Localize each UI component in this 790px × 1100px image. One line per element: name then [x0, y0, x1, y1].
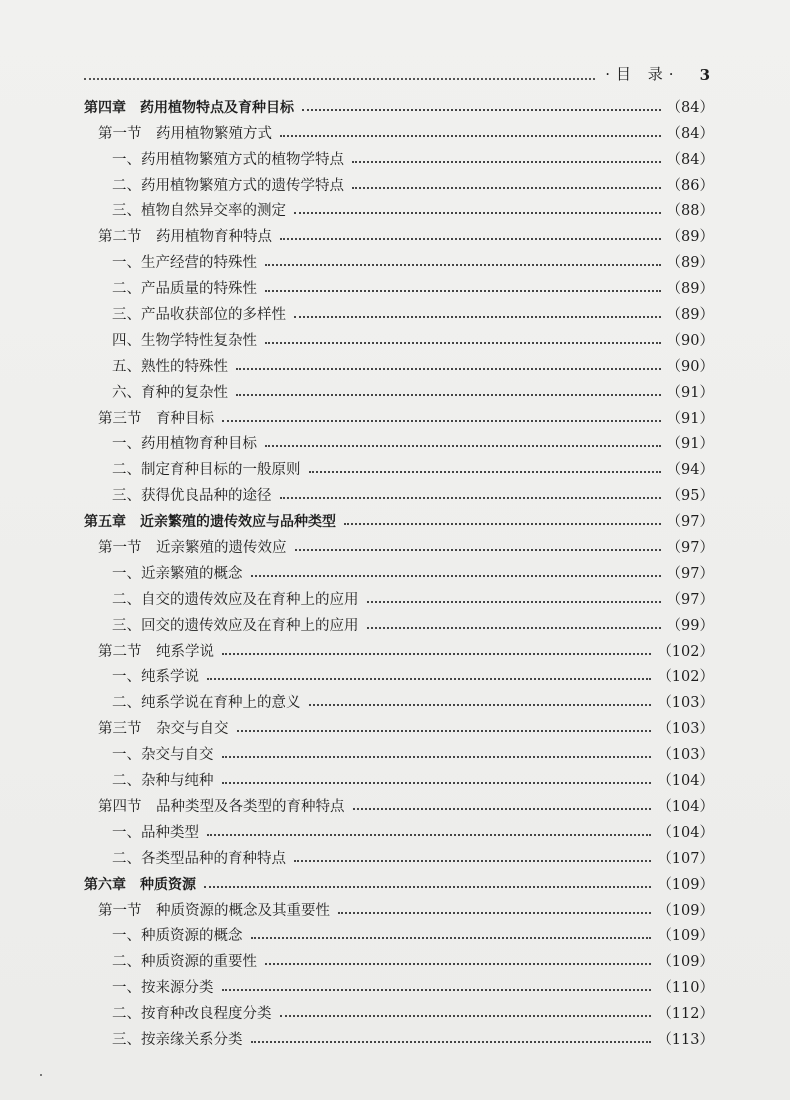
dot-leader — [294, 860, 651, 862]
toc-section-row — [84, 790, 714, 816]
toc-section-row — [84, 220, 714, 246]
toc-section-row — [84, 712, 714, 738]
toc-item-row — [84, 195, 714, 221]
dot-leader — [207, 678, 651, 680]
header-page-number: 3 — [699, 66, 710, 84]
toc-entry-title: 三、产品收获部位的多样性 — [112, 307, 286, 324]
toc-entry-title: 六、育种的复杂性 — [112, 384, 228, 401]
toc-page-number: （110） — [657, 980, 714, 997]
toc-entry-title: 二、杂种与纯种 — [112, 773, 214, 790]
toc-entry-title: 第四节 品种类型及各类型的育种特点 — [98, 798, 345, 815]
toc-entry-title: 二、自交的遗传效应及在育种上的应用 — [112, 591, 359, 608]
dot-leader — [352, 187, 661, 189]
dot-leader — [222, 989, 652, 991]
toc-entry-title: 第二节 纯系学说 — [98, 643, 214, 660]
dot-leader — [222, 420, 661, 422]
toc-entry-title: 二、制定育种目标的一般原则 — [112, 462, 301, 479]
dot-leader — [222, 653, 651, 655]
toc-item-row — [84, 764, 714, 790]
dot-leader — [352, 161, 661, 163]
toc-page-number: （90） — [666, 332, 714, 349]
toc-entry-title: 二、纯系学说在育种上的意义 — [112, 695, 301, 712]
header-dotted-rule — [84, 78, 595, 80]
toc-entry-title: 二、种质资源的重要性 — [112, 954, 257, 971]
toc-page-number: （102） — [657, 669, 714, 686]
toc-item-row — [84, 583, 714, 609]
toc-page-number: （104） — [657, 824, 714, 841]
toc-page-number: （95） — [666, 488, 714, 505]
toc-page-number: （89） — [666, 307, 714, 324]
toc-entry-title: 三、回交的遗传效应及在育种上的应用 — [112, 617, 359, 634]
dot-leader — [280, 497, 661, 499]
toc-page-number: （90） — [666, 358, 714, 375]
toc-item-row — [84, 816, 714, 842]
toc-section-row — [84, 894, 714, 920]
toc-page-number: （91） — [666, 410, 714, 427]
toc-page-number: （109） — [657, 902, 714, 919]
dot-leader — [236, 368, 661, 370]
toc-item-row — [84, 453, 714, 479]
toc-page-number: （99） — [666, 617, 714, 634]
dot-leader — [338, 912, 651, 914]
toc-entry-title: 三、植物自然异交率的测定 — [112, 203, 286, 220]
dot-leader — [265, 290, 661, 292]
toc-entry-title: 三、按亲缘关系分类 — [112, 1031, 243, 1048]
toc-entry-title: 一、按来源分类 — [112, 980, 214, 997]
dot-leader — [251, 1041, 652, 1043]
dot-leader — [344, 523, 661, 525]
toc-page-number: （103） — [657, 695, 714, 712]
toc-entry-title: 一、药用植物繁殖方式的植物学特点 — [112, 151, 344, 168]
toc-entry-title: 一、种质资源的概念 — [112, 928, 243, 945]
toc-chapter-row — [84, 868, 714, 894]
dot-leader — [251, 575, 661, 577]
toc-entry-title: 四、生物学特性复杂性 — [112, 332, 257, 349]
dot-leader — [207, 834, 651, 836]
toc-item-row — [84, 920, 714, 946]
toc-entry-title: 二、产品质量的特殊性 — [112, 281, 257, 298]
toc-page-number: （107） — [657, 850, 714, 867]
toc-item-row — [84, 246, 714, 272]
table-of-contents — [84, 91, 714, 1049]
toc-item-row — [84, 376, 714, 402]
dot-leader — [294, 212, 661, 214]
toc-page-number: （91） — [666, 384, 714, 401]
toc-item-row — [84, 971, 714, 997]
toc-entry-title: 第一节 药用植物繁殖方式 — [98, 125, 272, 142]
toc-entry-title: 第一节 种质资源的概念及其重要性 — [98, 902, 330, 919]
toc-page-number: （97） — [666, 565, 714, 582]
toc-item-row — [84, 661, 714, 687]
toc-entry-title: 五、熟性的特殊性 — [112, 358, 228, 375]
toc-page-number: （104） — [657, 798, 714, 815]
toc-entry-title: 第二节 药用植物育种特点 — [98, 229, 272, 246]
toc-page-number: （103） — [657, 721, 714, 738]
toc-entry-title: 第一节 近亲繁殖的遗传效应 — [98, 540, 287, 557]
dot-leader — [222, 756, 652, 758]
toc-page-number: （97） — [666, 514, 714, 531]
toc-page-number: （88） — [666, 203, 714, 220]
toc-page-number: （84） — [666, 99, 714, 116]
toc-entry-title: 第四章 药用植物特点及育种目标 — [84, 99, 294, 116]
toc-page-number: （89） — [666, 281, 714, 298]
toc-entry-title: 一、药用植物育种目标 — [112, 436, 257, 453]
toc-page-number: （103） — [657, 747, 714, 764]
dot-leader — [265, 342, 661, 344]
dot-leader — [204, 886, 651, 888]
dot-leader — [280, 1015, 652, 1017]
toc-item-row — [84, 557, 714, 583]
toc-item-row — [84, 428, 714, 454]
toc-entry-title: 二、各类型品种的育种特点 — [112, 850, 286, 867]
scan-speck — [40, 1074, 42, 1076]
toc-page-number: （113） — [657, 1031, 714, 1048]
toc-item-row — [84, 272, 714, 298]
toc-page-number: （89） — [666, 255, 714, 272]
toc-entry-title: 二、按育种改良程度分类 — [112, 1006, 272, 1023]
toc-section-row — [84, 117, 714, 143]
toc-chapter-row — [84, 91, 714, 117]
dot-leader — [309, 471, 661, 473]
toc-page-number: （89） — [666, 229, 714, 246]
toc-item-row — [84, 1023, 714, 1049]
running-header — [84, 58, 710, 86]
toc-section-row — [84, 402, 714, 428]
toc-item-row — [84, 686, 714, 712]
toc-item-row — [84, 143, 714, 169]
toc-item-row — [84, 842, 714, 868]
dot-leader — [367, 627, 661, 629]
dot-leader — [237, 730, 652, 732]
toc-entry-title: 第三节 育种目标 — [98, 410, 214, 427]
dot-leader — [294, 316, 661, 318]
toc-entry-title: 一、纯系学说 — [112, 669, 199, 686]
dot-leader — [367, 601, 661, 603]
toc-item-row — [84, 169, 714, 195]
dot-leader — [265, 264, 661, 266]
dot-leader — [353, 808, 652, 810]
dot-leader — [265, 963, 651, 965]
toc-entry-title: 一、生产经营的特殊性 — [112, 255, 257, 272]
toc-section-row — [84, 635, 714, 661]
toc-item-row — [84, 609, 714, 635]
toc-item-row — [84, 479, 714, 505]
dot-leader — [280, 238, 661, 240]
toc-page-number: （84） — [666, 125, 714, 142]
toc-page-number: （112） — [657, 1006, 714, 1023]
toc-page-number: （97） — [666, 591, 714, 608]
header-title: ·目 录· — [605, 65, 680, 83]
dot-leader — [302, 109, 661, 111]
dot-leader — [222, 782, 652, 784]
toc-page-number: （109） — [657, 876, 714, 893]
toc-entry-title: 三、获得优良品种的途径 — [112, 488, 272, 505]
toc-page-number: （97） — [666, 540, 714, 557]
toc-page-number: （94） — [666, 462, 714, 479]
toc-item-row — [84, 324, 714, 350]
toc-entry-title: 一、杂交与自交 — [112, 747, 214, 764]
toc-entry-title: 第五章 近亲繁殖的遗传效应与品种类型 — [84, 514, 336, 531]
toc-page-number: （109） — [657, 928, 714, 945]
dot-leader — [236, 394, 661, 396]
toc-chapter-row — [84, 505, 714, 531]
toc-page-number: （104） — [657, 773, 714, 790]
toc-entry-title: 一、近亲繁殖的概念 — [112, 565, 243, 582]
toc-item-row — [84, 997, 714, 1023]
toc-entry-title: 第三节 杂交与自交 — [98, 721, 229, 738]
dot-leader — [251, 937, 652, 939]
dot-leader — [309, 704, 652, 706]
toc-item-row — [84, 298, 714, 324]
toc-item-row — [84, 350, 714, 376]
toc-page-number: （91） — [666, 436, 714, 453]
toc-page-number: （109） — [657, 954, 714, 971]
dot-leader — [265, 445, 661, 447]
toc-entry-title: 一、品种类型 — [112, 824, 199, 841]
toc-section-row — [84, 531, 714, 557]
toc-item-row — [84, 945, 714, 971]
dot-leader — [295, 549, 661, 551]
toc-page-number: （84） — [666, 151, 714, 168]
toc-page-number: （102） — [657, 643, 714, 660]
toc-item-row — [84, 738, 714, 764]
toc-entry-title: 第六章 种质资源 — [84, 876, 196, 893]
toc-entry-title: 二、药用植物繁殖方式的遗传学特点 — [112, 177, 344, 194]
dot-leader — [280, 135, 661, 137]
toc-page-number: （86） — [666, 177, 714, 194]
